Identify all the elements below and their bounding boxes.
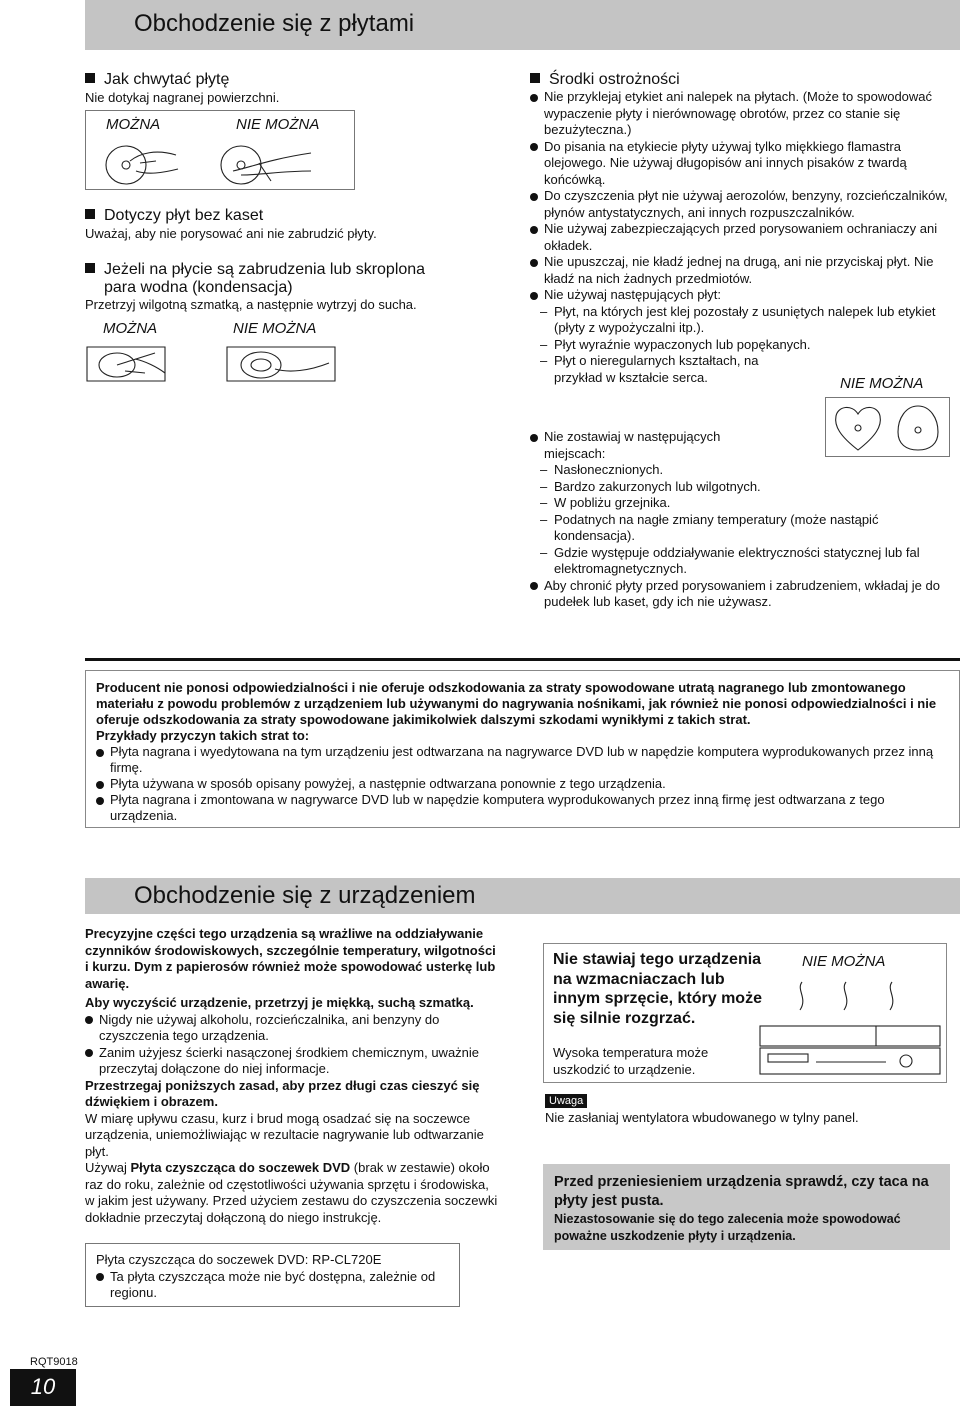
square-bullet-icon (85, 209, 95, 219)
handling-heading (85, 70, 229, 89)
list-item: – Płyt wyraźnie wypaczonych lub popękanych. (540, 337, 950, 354)
wipe-radial-correct-icon (85, 343, 205, 387)
lens-cleaner-name: Płyta czyszcząca do soczewek DVD (130, 1160, 351, 1175)
no-cartridge-title: Dotyczy płyt bez kaset (104, 207, 264, 224)
dirt-text: Przetrzyj wilgotną szmatką, a następnie wytrzyj do sucha. (85, 297, 417, 312)
square-bullet-icon (85, 73, 95, 83)
move-warning-box (543, 1164, 950, 1250)
list-item: Nie używaj następujących płyt: (530, 287, 950, 304)
not-ok-label: NIE MOŻNA (233, 320, 317, 337)
square-bullet-icon (85, 263, 95, 273)
list-item: – W pobliżu grzejnika. (540, 495, 955, 512)
divider-line (85, 658, 960, 661)
list-item: – Płyt o nieregularnych kształtach, na przykład w kształcie serca. (540, 353, 784, 386)
disc-held-correctly-icon (96, 141, 186, 189)
not-ok-label: NIE MOŻNA (802, 953, 886, 970)
list-item: Nigdy nie używaj alkoholu, rozcieńczalnika, ani benzyny do czyszczenia tego urządzenia. (85, 1012, 500, 1045)
warning-box (543, 943, 947, 1083)
stacked-devices-icon (756, 1022, 946, 1078)
not-ok-label: NIE MOŻNA (236, 116, 320, 133)
dirt-title-line1: Jeżeli na płycie są zabrudzenia lub skroplona (104, 261, 426, 278)
precautions-title: Środki ostrożności (549, 71, 680, 88)
cleaner-line: Płyta czyszcząca do soczewek DVD: RP-CL720E (96, 1252, 382, 1267)
handling-title: Jak chwytać płytę (104, 71, 230, 88)
precautions-heading (530, 70, 680, 89)
examples-title: Przykłady przyczyn takich strat to: (96, 728, 310, 743)
list-item: Płyta nagrana i wyedytowana na tym urządzeniu jest odtwarzana na nagrywarce DVD lub w napędzie komputera wyprodukowanych przez inną firmę. (96, 744, 949, 776)
move-text: Niezastosowanie się do tego zalecenia może spowodować poważne uszkodzenie płyty i urządzenia. (554, 1212, 901, 1243)
heat-waves-icon (794, 980, 914, 1016)
warning-title: Nie stawiaj tego urządzenia na wzmacniaczach lub innym sprzęcie, który może się silnie rozgrzać. (553, 951, 762, 1027)
list-item: – Płyt, na których jest klej pozostały z usuniętych nalepek lub etykiet (płyty z wypożyczalni itp.). (540, 304, 950, 337)
list-item: – Gdzie występuje oddziaływanie elektryczności statycznej lub fal elektromagnetycznych. (540, 545, 955, 578)
no-cartridge-heading (85, 206, 263, 225)
warning-text: Wysoka temperatura może uszkodzić to urządzenie. (553, 1045, 709, 1077)
clean-title: Aby wyczyścić urządzenie, przetrzyj je miękką, suchą szmatką. (85, 995, 474, 1010)
list-item: Nie zostawiaj w następujących miejscach: (530, 429, 754, 462)
disc-held-incorrectly-icon (211, 141, 321, 189)
list-item: Nie upuszczaj, nie kładź jednej na drugą, ani nie przyciskaj płyt. Nie kładź na nich żadnych przedmiotów. (530, 254, 950, 287)
list-item: Ta płyta czyszcząca może nie być dostępna, zależnie od regionu. (96, 1269, 449, 1302)
page-title-device: Obchodzenie się z urządzeniem (134, 882, 476, 909)
move-title: Przed przeniesieniem urządzenia sprawdź, czy taca na płyty jest pusta. (554, 1174, 929, 1209)
not-ok-label: NIE MOŻNA (840, 375, 924, 392)
list-item: Płyta nagrana i zmontowana w nagrywarce DVD lub w napędzie komputera wyprodukowanych przez inną firmę jest odtwarzana z tego urządzenia. (96, 792, 949, 824)
note-text: Nie zasłaniaj wentylatora wbudowanego w tylny panel. (545, 1110, 859, 1125)
page-number: 10 (30, 1374, 56, 1399)
storage-list (530, 429, 955, 611)
list-item: Do czyszczenia płyt nie używaj aerozolów, benzyny, rozcieńczalników, płynów antystatycznych, ani innych rozpuszczalników. (530, 188, 950, 221)
lens-text: W miarę upływu czasu, kurz i brud mogą osadzać się na soczewce urządzenia, uniemożliwiając w rezultacie nagrywanie lub odtwarzanie płyt. (85, 1110, 484, 1159)
lens-use-1: Używaj (85, 1160, 131, 1175)
list-item: – Podatnych na nagłe zmiany temperatury (może nastąpić kondensacja). (540, 512, 955, 545)
note-tag: Uwaga (545, 1094, 587, 1108)
list-item: Nie używaj zabezpieczających przed porysowaniem ochraniaczy ani okładek. (530, 221, 950, 254)
list-item: – Bardzo zakurzonych lub wilgotnych. (540, 479, 955, 496)
list-item: – Nasłonecznionych. (540, 462, 955, 479)
dirt-heading (85, 260, 425, 279)
page-title-discs: Obchodzenie się z płytami (134, 10, 415, 37)
dirt-title-line2: para wodna (kondensacja) (104, 279, 293, 296)
disclaimer-box (85, 670, 960, 828)
intro-text: Precyzyjne części tego urządzenia są wrażliwe na oddziaływanie czynników środowiskowych, szczególnie temperatury, wilgotności i kurzu. Dym z papierosów również może spowodować usterkę lub awarię. (85, 926, 496, 991)
cleaner-info-box (85, 1243, 460, 1307)
ok-label: MOŻNA (106, 116, 161, 133)
ok-label: MOŻNA (103, 320, 158, 337)
precautions-list (530, 89, 950, 386)
list-item: Płyta używana w sposób opisany powyżej, a następnie odtwarzana ponownie z tego urządzenia. (96, 776, 949, 792)
handling-illustration-box (85, 110, 355, 190)
no-cartridge-text: Uważaj, aby nie porysować ani nie zabrudzić płyty. (85, 226, 377, 241)
square-bullet-icon (530, 73, 540, 83)
list-item: Nie przyklejaj etykiet ani nalepek na płytach. (Może to spowodować wypaczenie płyty i nierównowagę obrotów, przez co stanie się bezużyteczna.) (530, 89, 950, 139)
handling-subtitle: Nie dotykaj nagranej powierzchni. (85, 90, 280, 105)
lens-use-text (85, 1160, 500, 1226)
list-item: Do pisania na etykiecie płyty używaj tylko miękkiego flamastra olejowego. Nie używaj długopisów ani innych pisaków z twardą końcówką. (530, 139, 950, 189)
document-code: RQT9018 (30, 1356, 78, 1368)
disclaimer-text: Producent nie ponosi odpowiedzialności i nie oferuje odszkodowania za straty spowodowane utratą nagranego lub zmontowanego materiału z powodu problemów z urządzeniem lub używanymi do nagrywania nośnikami, jak również nie ponosi odpowiedzialności i nie oferuje odszkodowania za straty spowodowane jakimikolwiek dalszymi szkodami wynikłymi z takich strat. (96, 680, 937, 727)
list-item: Aby chronić płyty przed porysowaniem i zabrudzeniem, wkładaj je do pudełek lub kaset, gdy ich nie używasz. (530, 578, 955, 611)
wipe-circular-wrong-icon (225, 343, 355, 387)
device-care-column (85, 926, 500, 1226)
list-item: Zanim użyjesz ścierki nasączonej środkiem chemicznym, uważnie przeczytaj dołączone do niej informacje. (85, 1045, 500, 1078)
lens-use-2: (brak w zestawie) około raz do roku, zależnie od częstotliwości używania sprzętu i środowiska, w jakim jest używany. Przed użyciem zestawu do czyszczenia soczewki dokładnie przeczytaj dołączoną do niego instrukcję. (85, 1160, 498, 1225)
wipe-illustration-box (85, 315, 355, 387)
rules-title: Przestrzegaj poniższych zasad, aby przez długi czas cieszyć się dźwiękiem i obrazem. (85, 1077, 480, 1109)
